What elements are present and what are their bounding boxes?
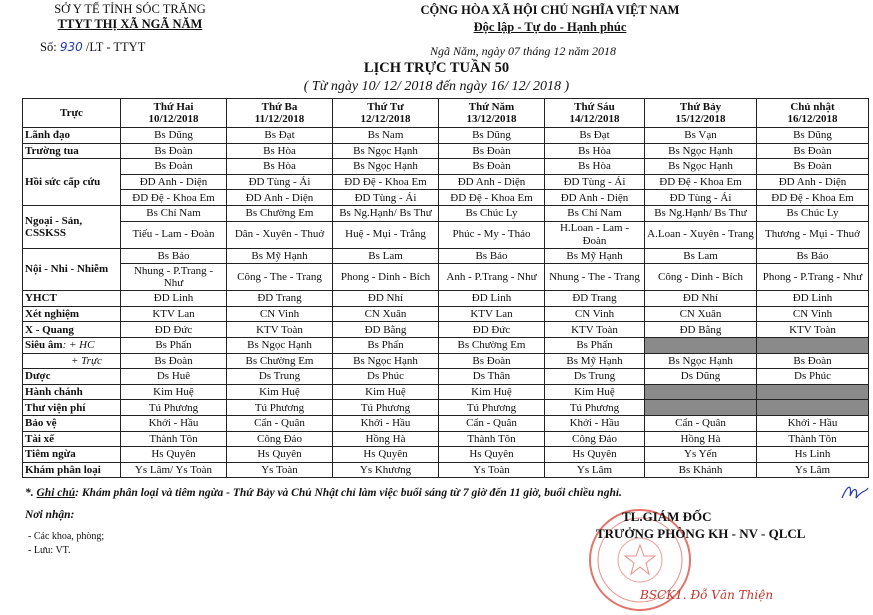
schedule-cell: Ds Dũng <box>645 369 757 385</box>
page-title: LỊCH TRỰC TUẦN 50 <box>363 60 510 76</box>
schedule-cell: ĐD Nhí <box>645 291 757 307</box>
schedule-cell: Kim Huệ <box>333 384 439 400</box>
day-name: Thứ Tư <box>367 100 404 113</box>
schedule-cell: Bs Phấn <box>545 337 645 353</box>
row-label-hoi-suc: Hồi sức cấp cứu <box>23 159 121 206</box>
table-row <box>23 128 869 144</box>
recipients-list <box>28 530 104 558</box>
schedule-cell: Bs Đoàn <box>439 143 545 159</box>
row-label-yhct: YHCT <box>23 291 121 307</box>
table-row <box>23 221 869 248</box>
schedule-cell: Bs Đoàn <box>757 159 869 175</box>
schedule-cell: Bs Dũng <box>757 128 869 144</box>
schedule-cell: Bs Bảo <box>439 248 545 264</box>
day-header <box>439 99 545 128</box>
schedule-cell: Bs Đạt <box>545 128 645 144</box>
schedule-cell: H.Loan - Lam - Đoàn <box>545 221 645 248</box>
schedule-cell: CN Xuân <box>333 306 439 322</box>
schedule-cell: ĐD Anh - Diện <box>757 174 869 190</box>
schedule-cell: Khởi - Hầu <box>545 415 645 431</box>
day-date: 14/12/2018 <box>569 113 620 125</box>
row-label-duoc: Dược <box>23 369 121 385</box>
header-right <box>360 2 740 36</box>
schedule-cell: Ys Lâm <box>545 462 645 478</box>
row-label-bao-ve: Bảo vệ <box>23 415 121 431</box>
schedule-cell: Nhung - The - Trang <box>545 264 645 291</box>
schedule-cell: Bs Khánh <box>645 462 757 478</box>
schedule-cell: Bs Đoàn <box>439 353 545 369</box>
schedule-cell: Bs Đoàn <box>757 353 869 369</box>
schedule-cell: KTV Lan <box>121 306 227 322</box>
schedule-cell: Bs Chí Nam <box>121 205 227 221</box>
table-row <box>23 322 869 338</box>
table-row <box>23 384 869 400</box>
row-label-tiem-ngua: Tiêm ngừa <box>23 447 121 463</box>
schedule-cell: Bs Chường Em <box>227 353 333 369</box>
schedule-cell: Hs Quyên <box>227 447 333 463</box>
schedule-cell: Công - Dinh - Bích <box>645 264 757 291</box>
schedule-cell: Bs Chúc Ly <box>439 205 545 221</box>
schedule-cell: Hồng Hà <box>645 431 757 447</box>
schedule-cell: Bs Chí Nam <box>545 205 645 221</box>
table-header-row <box>23 99 869 128</box>
schedule-cell: Thương - Mụi - Thuở <box>757 221 869 248</box>
schedule-cell: ĐD Đức <box>121 322 227 338</box>
table-row <box>23 369 869 385</box>
day-header <box>333 99 439 128</box>
row-label-sieu-am-truc: + Trực <box>23 353 121 369</box>
schedule-cell <box>757 400 869 416</box>
schedule-cell: Bs Đoàn <box>439 159 545 175</box>
day-header <box>645 99 757 128</box>
table-row <box>23 353 869 369</box>
row-label-xet-nghiem: Xét nghiệm <box>23 306 121 322</box>
schedule-cell: Bs Mỹ Hạnh <box>545 353 645 369</box>
day-name: Thứ Bảy <box>679 100 722 113</box>
agency-name: SỞ Y TẾ TỈNH SÓC TRĂNG <box>54 2 206 16</box>
schedule-cell: ĐD Anh - Diện <box>227 190 333 206</box>
schedule-cell: Phong - Dinh - Bích <box>333 264 439 291</box>
page-subtitle: ( Từ ngày 10/ 12/ 2018 đến ngày 16/ 12/ 2018 ) <box>303 79 570 94</box>
schedule-cell: Bs Hòa <box>545 159 645 175</box>
day-header <box>757 99 869 128</box>
recipient-item: - Lưu: VT. <box>28 545 71 556</box>
schedule-cell: Ds Trung <box>227 369 333 385</box>
schedule-cell: Ys Yến <box>645 447 757 463</box>
schedule-cell: CN Xuân <box>645 306 757 322</box>
table-row <box>23 462 869 478</box>
schedule-cell: Bs Đạt <box>227 128 333 144</box>
table-row <box>23 337 869 353</box>
schedule-cell: ĐD Nhí <box>333 291 439 307</box>
schedule-cell: Nhung - P.Trang - Như <box>121 264 227 291</box>
row-label-x-quang: X - Quang <box>23 322 121 338</box>
schedule-cell: Tú Phương <box>227 400 333 416</box>
schedule-cell: ĐD Tùng - Ái <box>545 174 645 190</box>
schedule-cell: Hs Linh <box>757 447 869 463</box>
schedule-cell: ĐD Đệ - Khoa Em <box>333 174 439 190</box>
schedule-cell: Bs Hòa <box>545 143 645 159</box>
row-label-sieu-am-hc <box>23 337 121 353</box>
schedule-cell: ĐD Tùng - Ái <box>227 174 333 190</box>
schedule-cell: Bs Ngọc Hạnh <box>645 353 757 369</box>
day-date: 11/12/2018 <box>254 113 305 125</box>
table-row <box>23 174 869 190</box>
schedule-cell: ĐD Tùng - Ái <box>645 190 757 206</box>
schedule-cell: ĐD Anh - Diện <box>545 190 645 206</box>
schedule-cell: ĐD Bằng <box>645 322 757 338</box>
schedule-cell: Bs Ngọc Hạnh <box>645 159 757 175</box>
schedule-cell: Bs Đoàn <box>121 143 227 159</box>
schedule-cell: Bs Lam <box>645 248 757 264</box>
schedule-cell: ĐD Đệ - Khoa Em <box>757 190 869 206</box>
sieu-am-hc-label: : + HC <box>62 339 95 352</box>
schedule-cell <box>645 400 757 416</box>
schedule-cell: Tú Phương <box>121 400 227 416</box>
schedule-cell: Công - The - Trang <box>227 264 333 291</box>
schedule-cell: Bs Bảo <box>121 248 227 264</box>
schedule-cell: CN Vinh <box>545 306 645 322</box>
schedule-cell: KTV Toàn <box>757 322 869 338</box>
day-date: 12/12/2018 <box>360 113 411 125</box>
schedule-cell: ĐD Đệ - Khoa Em <box>439 190 545 206</box>
schedule-cell: ĐD Đệ - Khoa Em <box>121 190 227 206</box>
schedule-cell: Cẩn - Quân <box>645 415 757 431</box>
table-row <box>23 431 869 447</box>
table-row <box>23 306 869 322</box>
schedule-cell: Bs Hòa <box>227 143 333 159</box>
table-row <box>23 447 869 463</box>
table-row <box>23 190 869 206</box>
schedule-cell: Khởi - Hầu <box>121 415 227 431</box>
note-prefix: *. <box>25 487 34 499</box>
schedule-cell: Bs Đoàn <box>757 143 869 159</box>
table-row <box>23 415 869 431</box>
day-name: Thứ Ba <box>261 100 298 113</box>
day-date: 16/12/2018 <box>787 113 838 125</box>
schedule-cell: ĐD Trang <box>227 291 333 307</box>
schedule-cell: Bs Chúc Ly <box>757 205 869 221</box>
schedule-cell: Khởi - Hầu <box>757 415 869 431</box>
schedule-cell: Hồng Hà <box>333 431 439 447</box>
schedule-cell <box>645 384 757 400</box>
row-label-truong-tua: Trường tua <box>23 143 121 159</box>
schedule-cell: Thành Tôn <box>439 431 545 447</box>
handwritten-initial-icon <box>840 480 870 502</box>
header-left <box>10 2 250 32</box>
schedule-cell: Bs Dũng <box>121 128 227 144</box>
schedule-cell: Bs Phấn <box>333 337 439 353</box>
row-label-lanh-dao: Lãnh đạo <box>23 128 121 144</box>
schedule-cell: Bs Chường Em <box>439 337 545 353</box>
schedule-cell: ĐD Anh - Diện <box>439 174 545 190</box>
table-row <box>23 248 869 264</box>
day-date: 15/12/2018 <box>675 113 726 125</box>
schedule-cell: Ys Lâm <box>757 462 869 478</box>
row-label-thu-vien: Thư viện phí <box>23 400 121 416</box>
schedule-cell: Bs Ngọc Hạnh <box>333 353 439 369</box>
schedule-cell: ĐD Bằng <box>333 322 439 338</box>
schedule-cell: Phúc - My - Thảo <box>439 221 545 248</box>
table-row <box>23 205 869 221</box>
national-title: CỘNG HÒA XÃ HỘI CHỦ NGHĨA VIỆT NAM <box>420 3 680 17</box>
table-row <box>23 400 869 416</box>
schedule-cell: Công Đảo <box>545 431 645 447</box>
schedule-cell: ĐD Linh <box>121 291 227 307</box>
day-name: Thứ Sáu <box>574 100 615 113</box>
schedule-cell: Bs Ngọc Hạnh <box>227 337 333 353</box>
schedule-cell: Huệ - Mụi - Trắng <box>333 221 439 248</box>
schedule-cell: Khởi - Hầu <box>333 415 439 431</box>
issue-date: Ngã Năm, ngày 07 tháng 12 năm 2018 <box>430 44 616 58</box>
schedule-cell: Cẩn - Quân <box>227 415 333 431</box>
note <box>25 487 622 499</box>
schedule-cell: Ys Toàn <box>227 462 333 478</box>
day-name: Thứ Hai <box>153 100 194 113</box>
signature-position: TRƯỞNG PHÒNG KH - NV - QLCL <box>596 526 806 541</box>
national-motto: Độc lập - Tự do - Hạnh phúc <box>473 20 627 34</box>
schedule-cell: Hs Quyên <box>439 447 545 463</box>
schedule-cell: Tú Phương <box>545 400 645 416</box>
schedule-cell: CN Vinh <box>227 306 333 322</box>
schedule-cell: Bs Mỹ Hạnh <box>227 248 333 264</box>
schedule-cell: Bs Phấn <box>121 337 227 353</box>
schedule-cell: Bs Vạn <box>645 128 757 144</box>
schedule-cell <box>757 337 869 353</box>
schedule-cell: Bs Ngọc Hạnh <box>333 159 439 175</box>
schedule-cell: Ds Huê <box>121 369 227 385</box>
schedule-cell: Thành Tôn <box>757 431 869 447</box>
schedule-cell <box>757 384 869 400</box>
day-header <box>121 99 227 128</box>
schedule-cell: Cẩn - Quân <box>439 415 545 431</box>
day-date: 10/12/2018 <box>148 113 199 125</box>
document-number <box>40 40 145 55</box>
recipient-item: - Các khoa, phòng; <box>28 531 105 542</box>
row-label-kham-phan-loai: Khám phân loại <box>23 462 121 478</box>
so-label: Số: <box>40 40 57 54</box>
schedule-cell: Ds Phúc <box>333 369 439 385</box>
so-suffix: /LT - TTYT <box>85 40 146 54</box>
schedule-cell: Ys Toàn <box>439 462 545 478</box>
schedule-cell: Bs Lam <box>333 248 439 264</box>
schedule-cell: Phong - P.Trang - Như <box>757 264 869 291</box>
schedule-cell: KTV Toàn <box>545 322 645 338</box>
schedule-cell: KTV Lan <box>439 306 545 322</box>
schedule-cell: Ds Phúc <box>757 369 869 385</box>
schedule-cell <box>645 337 757 353</box>
schedule-cell: Kim Huệ <box>227 384 333 400</box>
schedule-cell: KTV Toàn <box>227 322 333 338</box>
corner-header: Trực <box>23 99 121 128</box>
row-label-noi-nhi: Nội - Nhi - Nhiễm <box>23 248 121 291</box>
schedule-cell: Công Đảo <box>227 431 333 447</box>
schedule-cell: Hs Quyên <box>333 447 439 463</box>
recipients-title: Nơi nhận: <box>25 509 75 521</box>
schedule-cell: ĐD Đệ - Khoa Em <box>645 174 757 190</box>
day-date: 13/12/2018 <box>466 113 517 125</box>
table-row <box>23 264 869 291</box>
table-row <box>23 159 869 175</box>
schedule-cell: ĐD Anh - Diện <box>121 174 227 190</box>
row-label-tai-xe: Tài xế <box>23 431 121 447</box>
schedule-cell: Ys Khương <box>333 462 439 478</box>
schedule-cell: Bs Mỹ Hạnh <box>545 248 645 264</box>
schedule-cell: Bs Chường Em <box>227 205 333 221</box>
schedule-cell: Bs Đoàn <box>121 353 227 369</box>
schedule-cell: ĐD Trang <box>545 291 645 307</box>
schedule-cell: Dân - Xuyên - Thuở <box>227 221 333 248</box>
day-name: Chủ nhật <box>790 100 835 113</box>
schedule-cell: Ys Lâm/ Ys Toàn <box>121 462 227 478</box>
schedule-cell: Bs Bảo <box>757 248 869 264</box>
day-header <box>227 99 333 128</box>
day-header <box>545 99 645 128</box>
schedule-cell: Bs Ngọc Hạnh <box>333 143 439 159</box>
table-row <box>23 143 869 159</box>
table-row <box>23 291 869 307</box>
schedule-cell: A.Loan - Xuyên - Trang <box>645 221 757 248</box>
row-label-ngoai-san: Ngoại - Sản, CSSKSS <box>23 205 121 248</box>
schedule-cell: Tiếu - Lam - Đoàn <box>121 221 227 248</box>
note-text: : Khám phân loại và tiêm ngừa - Thứ Bảy và Chủ Nhật chỉ làm việc buổi sáng từ 7 giờ đến 11 giờ, buổi chiều nghỉ. <box>75 487 622 499</box>
schedule-cell: ĐD Linh <box>757 291 869 307</box>
unit-name: TTYT THỊ XÃ NGÃ NĂM <box>57 17 203 31</box>
schedule-cell: ĐD Đức <box>439 322 545 338</box>
schedule-cell: Bs Ng.Hạnh/ Bs Thư <box>333 205 439 221</box>
duty-schedule-table <box>22 98 869 478</box>
schedule-cell: Bs Ngọc Hạnh <box>645 143 757 159</box>
schedule-cell: Thành Tôn <box>121 431 227 447</box>
schedule-cell: Hs Quyên <box>545 447 645 463</box>
signature-title: TL.GIÁM ĐỐC <box>622 509 712 524</box>
schedule-cell: Kim Huệ <box>545 384 645 400</box>
sieu-am-label: Siêu âm <box>25 339 63 352</box>
schedule-cell: Ds Trung <box>545 369 645 385</box>
day-name: Thứ Năm <box>468 100 515 113</box>
schedule-cell: CN Vinh <box>757 306 869 322</box>
note-key: Ghi chú <box>36 487 76 499</box>
schedule-cell: Bs Nam <box>333 128 439 144</box>
schedule-cell: Kim Huệ <box>121 384 227 400</box>
schedule-cell: Ds Thân <box>439 369 545 385</box>
schedule-cell: ĐD Tùng - Ái <box>333 190 439 206</box>
schedule-cell: Anh - P.Trang - Như <box>439 264 545 291</box>
row-label-hanh-chanh: Hành chánh <box>23 384 121 400</box>
schedule-cell: Bs Dũng <box>439 128 545 144</box>
schedule-cell: ĐD Linh <box>439 291 545 307</box>
handwritten-number: 930 <box>59 40 83 54</box>
schedule-cell: Tú Phương <box>439 400 545 416</box>
schedule-cell: Kim Huệ <box>439 384 545 400</box>
schedule-cell: Hs Quyên <box>121 447 227 463</box>
schedule-cell: Bs Ng.Hạnh/ Bs Thư <box>645 205 757 221</box>
schedule-cell: Tú Phương <box>333 400 439 416</box>
signer-name: BSCK1. Đỗ Văn Thiện <box>640 588 774 602</box>
schedule-cell: Bs Hòa <box>227 159 333 175</box>
schedule-cell: Bs Đoàn <box>121 159 227 175</box>
